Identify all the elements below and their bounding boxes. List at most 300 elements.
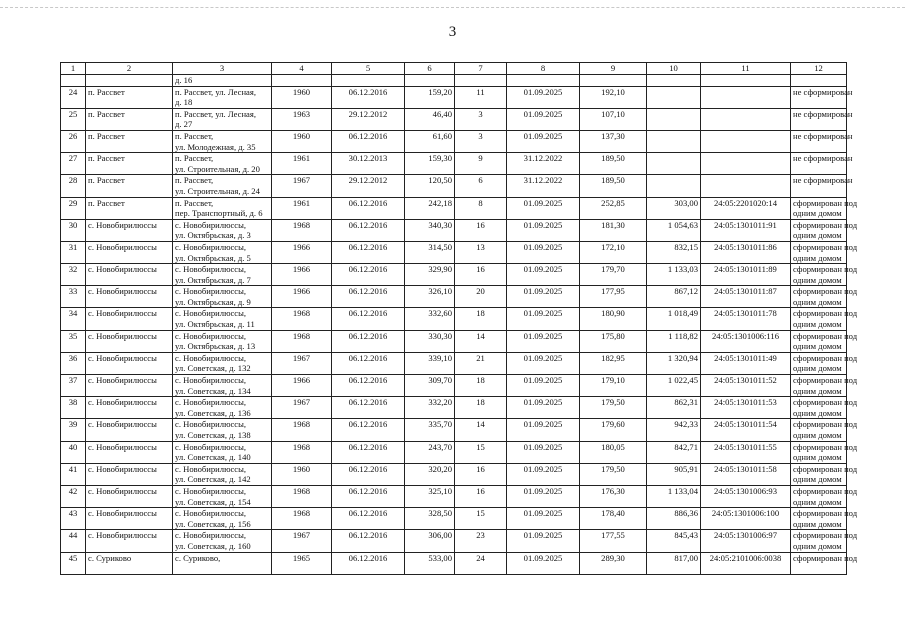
- cost-cell: 175,80: [580, 330, 647, 352]
- area-cell: 329,90: [405, 264, 455, 286]
- residents-cell: 16: [455, 219, 507, 241]
- land-area-cell: 1 320,94: [647, 352, 701, 374]
- residents-cell: 3: [455, 130, 507, 152]
- cadastral-number-cell: 24:05:1301011:53: [701, 397, 791, 419]
- residents-cell: 14: [455, 330, 507, 352]
- cadastral-number-cell: 24:05:1301011:86: [701, 241, 791, 263]
- row-number-cell: 26: [61, 130, 86, 152]
- deadline-cell: 01.09.2025: [507, 197, 580, 219]
- cadastral-number-cell: 24:05:1301011:78: [701, 308, 791, 330]
- cost-cell: 177,55: [580, 530, 647, 552]
- address-cell: с. Новобирилюссы, ул. Советская, д. 154: [173, 485, 272, 507]
- area-cell: [405, 75, 455, 87]
- cadastral-number-cell: 24:05:1301011:89: [701, 264, 791, 286]
- survey-date-cell: 06.12.2016: [332, 197, 405, 219]
- land-status-cell: не сформирован: [791, 175, 847, 197]
- area-cell: 242,18: [405, 197, 455, 219]
- residents-cell: 24: [455, 552, 507, 574]
- year-built-cell: 1966: [272, 241, 332, 263]
- column-number-header-row: [61, 63, 847, 75]
- settlement-cell: п. Рассвет: [86, 86, 173, 108]
- land-status-cell: сформирован под одним домом: [791, 352, 847, 374]
- deadline-cell: 01.09.2025: [507, 130, 580, 152]
- year-built-cell: 1960: [272, 130, 332, 152]
- deadline-cell: 01.09.2025: [507, 419, 580, 441]
- housing-register-table: [60, 62, 858, 575]
- table-row: [61, 86, 847, 108]
- deadline-cell: 01.09.2025: [507, 108, 580, 130]
- address-cell: п. Рассвет, пер. Транспортный, д. 6: [173, 197, 272, 219]
- cadastral-number-cell: 24:05:1301011:52: [701, 375, 791, 397]
- area-cell: 320,20: [405, 463, 455, 485]
- address-cell: с. Суриково,: [173, 552, 272, 574]
- cost-cell: [580, 75, 647, 87]
- land-status-cell: сформирован под одним домом: [791, 419, 847, 441]
- settlement-cell: [86, 75, 173, 87]
- settlement-cell: с. Новобирилюссы: [86, 375, 173, 397]
- row-number-cell: 28: [61, 175, 86, 197]
- settlement-cell: с. Новобирилюссы: [86, 264, 173, 286]
- row-number-cell: 30: [61, 219, 86, 241]
- cadastral-number-cell: [701, 108, 791, 130]
- survey-date-cell: 06.12.2016: [332, 441, 405, 463]
- address-cell: п. Рассвет, ул. Лесная, д. 18: [173, 86, 272, 108]
- land-area-cell: 1 018,49: [647, 308, 701, 330]
- table-row: [61, 308, 847, 330]
- land-status-cell: сформирован под одним домом: [791, 530, 847, 552]
- row-number-cell: 34: [61, 308, 86, 330]
- land-status-cell: сформирован под одним домом: [791, 508, 847, 530]
- survey-date-cell: 06.12.2016: [332, 86, 405, 108]
- address-cell: с. Новобирилюссы, ул. Октябрьская, д. 11: [173, 308, 272, 330]
- cost-cell: 192,10: [580, 86, 647, 108]
- settlement-cell: с. Новобирилюссы: [86, 463, 173, 485]
- table-row: [61, 219, 847, 241]
- table-row: [61, 508, 847, 530]
- year-built-cell: 1963: [272, 108, 332, 130]
- land-area-cell: 862,31: [647, 397, 701, 419]
- residents-cell: 3: [455, 108, 507, 130]
- cost-cell: 176,30: [580, 485, 647, 507]
- land-status-cell: сформирован под одним домом: [791, 308, 847, 330]
- area-cell: 533,00: [405, 552, 455, 574]
- cadastral-number-cell: 24:05:2101006:0038: [701, 552, 791, 574]
- land-status-cell: сформирован под одним домом: [791, 375, 847, 397]
- land-status-cell: не сформирован: [791, 108, 847, 130]
- land-status-cell: сформирован под одним домом: [791, 441, 847, 463]
- settlement-cell: с. Новобирилюссы: [86, 485, 173, 507]
- survey-date-cell: 06.12.2016: [332, 485, 405, 507]
- area-cell: 332,60: [405, 308, 455, 330]
- land-area-cell: 886,36: [647, 508, 701, 530]
- area-cell: 325,10: [405, 485, 455, 507]
- column-header: 9: [580, 63, 647, 75]
- page-number: 3: [448, 24, 457, 40]
- area-cell: 159,30: [405, 153, 455, 175]
- residents-cell: 13: [455, 241, 507, 263]
- area-cell: 330,30: [405, 330, 455, 352]
- column-header: 12: [791, 63, 847, 75]
- land-area-cell: 905,91: [647, 463, 701, 485]
- settlement-cell: с. Новобирилюссы: [86, 286, 173, 308]
- land-status-cell: не сформирован: [791, 86, 847, 108]
- table-row: [61, 397, 847, 419]
- table-row: [61, 75, 847, 87]
- deadline-cell: 01.09.2025: [507, 441, 580, 463]
- cost-cell: 107,10: [580, 108, 647, 130]
- survey-date-cell: 06.12.2016: [332, 264, 405, 286]
- land-status-cell: [791, 75, 847, 87]
- address-cell: с. Новобирилюссы, ул. Советская, д. 134: [173, 375, 272, 397]
- year-built-cell: 1967: [272, 175, 332, 197]
- settlement-cell: п. Рассвет: [86, 197, 173, 219]
- land-status-cell: сформирован под одним домом: [791, 241, 847, 263]
- survey-date-cell: [332, 75, 405, 87]
- land-status-cell: сформирован под одним домом: [791, 219, 847, 241]
- cost-cell: 179,50: [580, 397, 647, 419]
- year-built-cell: 1966: [272, 286, 332, 308]
- row-number-cell: 45: [61, 552, 86, 574]
- residents-cell: 16: [455, 485, 507, 507]
- deadline-cell: 01.09.2025: [507, 86, 580, 108]
- survey-date-cell: 29.12.2012: [332, 108, 405, 130]
- survey-date-cell: 06.12.2016: [332, 375, 405, 397]
- land-area-cell: 1 022,45: [647, 375, 701, 397]
- area-cell: 61,60: [405, 130, 455, 152]
- settlement-cell: с. Новобирилюссы: [86, 330, 173, 352]
- cost-cell: 137,30: [580, 130, 647, 152]
- address-cell: п. Рассвет, ул. Молодежная, д. 35: [173, 130, 272, 152]
- year-built-cell: 1967: [272, 397, 332, 419]
- address-cell: с. Новобирилюссы, ул. Советская, д. 132: [173, 352, 272, 374]
- area-cell: 243,70: [405, 441, 455, 463]
- land-status-cell: сформирован под одним домом: [791, 264, 847, 286]
- land-area-cell: 303,00: [647, 197, 701, 219]
- survey-date-cell: 06.12.2016: [332, 286, 405, 308]
- residents-cell: 16: [455, 264, 507, 286]
- year-built-cell: 1960: [272, 86, 332, 108]
- residents-cell: 18: [455, 308, 507, 330]
- land-area-cell: [647, 130, 701, 152]
- residents-cell: 15: [455, 508, 507, 530]
- settlement-cell: с. Новобирилюссы: [86, 308, 173, 330]
- area-cell: 335,70: [405, 419, 455, 441]
- column-header: 6: [405, 63, 455, 75]
- address-cell: п. Рассвет, ул. Строительная, д. 20: [173, 153, 272, 175]
- cost-cell: 182,95: [580, 352, 647, 374]
- table-row: [61, 485, 847, 507]
- deadline-cell: 01.09.2025: [507, 330, 580, 352]
- deadline-cell: 01.09.2025: [507, 219, 580, 241]
- residents-cell: 23: [455, 530, 507, 552]
- area-cell: 332,20: [405, 397, 455, 419]
- deadline-cell: 01.09.2025: [507, 286, 580, 308]
- survey-date-cell: 06.12.2016: [332, 530, 405, 552]
- row-number-cell: 35: [61, 330, 86, 352]
- survey-date-cell: 06.12.2016: [332, 308, 405, 330]
- land-status-cell: сформирован под одним домом: [791, 286, 847, 308]
- deadline-cell: [507, 75, 580, 87]
- settlement-cell: с. Новобирилюссы: [86, 530, 173, 552]
- cost-cell: 172,10: [580, 241, 647, 263]
- column-header: 8: [507, 63, 580, 75]
- settlement-cell: п. Рассвет: [86, 130, 173, 152]
- cadastral-number-cell: [701, 130, 791, 152]
- residents-cell: 8: [455, 197, 507, 219]
- area-cell: 314,50: [405, 241, 455, 263]
- year-built-cell: 1967: [272, 352, 332, 374]
- settlement-cell: с. Новобирилюссы: [86, 441, 173, 463]
- cost-cell: 180,90: [580, 308, 647, 330]
- survey-date-cell: 06.12.2016: [332, 508, 405, 530]
- settlement-cell: с. Новобирилюссы: [86, 241, 173, 263]
- land-area-cell: 842,71: [647, 441, 701, 463]
- row-number-cell: 32: [61, 264, 86, 286]
- table-row: [61, 330, 847, 352]
- deadline-cell: 01.09.2025: [507, 264, 580, 286]
- residents-cell: 15: [455, 441, 507, 463]
- deadline-cell: 01.09.2025: [507, 308, 580, 330]
- row-number-cell: 33: [61, 286, 86, 308]
- year-built-cell: 1968: [272, 441, 332, 463]
- deadline-cell: 01.09.2025: [507, 552, 580, 574]
- deadline-cell: 31.12.2022: [507, 153, 580, 175]
- address-cell: с. Новобирилюссы, ул. Советская, д. 156: [173, 508, 272, 530]
- row-number-cell: 38: [61, 397, 86, 419]
- row-number-cell: 36: [61, 352, 86, 374]
- residents-cell: 18: [455, 397, 507, 419]
- deadline-cell: 01.09.2025: [507, 508, 580, 530]
- column-header: 1: [61, 63, 86, 75]
- land-area-cell: 1 118,82: [647, 330, 701, 352]
- residents-cell: 21: [455, 352, 507, 374]
- residents-cell: [455, 75, 507, 87]
- table-row: [61, 175, 847, 197]
- residents-cell: 20: [455, 286, 507, 308]
- area-cell: 306,00: [405, 530, 455, 552]
- area-cell: 309,70: [405, 375, 455, 397]
- year-built-cell: 1966: [272, 264, 332, 286]
- year-built-cell: 1967: [272, 530, 332, 552]
- row-number-cell: 43: [61, 508, 86, 530]
- address-cell: с. Новобирилюссы, ул. Октябрьская, д. 9: [173, 286, 272, 308]
- address-cell: с. Новобирилюссы, ул. Октябрьская, д. 3: [173, 219, 272, 241]
- survey-date-cell: 30.12.2013: [332, 153, 405, 175]
- row-number-cell: [61, 75, 86, 87]
- area-cell: 46,40: [405, 108, 455, 130]
- table-row: [61, 419, 847, 441]
- year-built-cell: 1968: [272, 330, 332, 352]
- cost-cell: 189,50: [580, 175, 647, 197]
- table-row: [61, 441, 847, 463]
- table-row: [61, 352, 847, 374]
- settlement-cell: с. Суриково: [86, 552, 173, 574]
- cost-cell: 252,85: [580, 197, 647, 219]
- column-header: 2: [86, 63, 173, 75]
- land-status-cell: сформирован под: [791, 552, 847, 574]
- cadastral-number-cell: 24:05:1301006:116: [701, 330, 791, 352]
- land-status-cell: сформирован под одним домом: [791, 397, 847, 419]
- residents-cell: 16: [455, 463, 507, 485]
- row-number-cell: 37: [61, 375, 86, 397]
- cost-cell: 179,70: [580, 264, 647, 286]
- cost-cell: 189,50: [580, 153, 647, 175]
- residents-cell: 9: [455, 153, 507, 175]
- cadastral-number-cell: [701, 75, 791, 87]
- table-row: [61, 264, 847, 286]
- survey-date-cell: 06.12.2016: [332, 352, 405, 374]
- table-row: [61, 463, 847, 485]
- land-status-cell: сформирован под одним домом: [791, 197, 847, 219]
- column-header: 10: [647, 63, 701, 75]
- cadastral-number-cell: 24:05:1301011:87: [701, 286, 791, 308]
- deadline-cell: 01.09.2025: [507, 530, 580, 552]
- address-cell: с. Новобирилюссы, ул. Советская, д. 138: [173, 419, 272, 441]
- table-row: [61, 375, 847, 397]
- land-area-cell: 942,33: [647, 419, 701, 441]
- survey-date-cell: 06.12.2016: [332, 330, 405, 352]
- year-built-cell: 1968: [272, 419, 332, 441]
- column-header: 11: [701, 63, 791, 75]
- survey-date-cell: 06.12.2016: [332, 241, 405, 263]
- year-built-cell: 1968: [272, 219, 332, 241]
- cadastral-number-cell: 24:05:2201020:14: [701, 197, 791, 219]
- land-status-cell: сформирован под одним домом: [791, 485, 847, 507]
- cadastral-number-cell: 24:05:1301006:97: [701, 530, 791, 552]
- scan-top-border: [0, 7, 905, 8]
- year-built-cell: 1966: [272, 375, 332, 397]
- year-built-cell: 1965: [272, 552, 332, 574]
- cost-cell: 179,50: [580, 463, 647, 485]
- deadline-cell: 01.09.2025: [507, 463, 580, 485]
- address-cell: с. Новобирилюссы, ул. Советская, д. 140: [173, 441, 272, 463]
- year-built-cell: 1968: [272, 485, 332, 507]
- address-cell: с. Новобирилюссы, ул. Октябрьская, д. 7: [173, 264, 272, 286]
- table-row: [61, 153, 847, 175]
- cadastral-number-cell: 24:05:1301006:93: [701, 485, 791, 507]
- settlement-cell: с. Новобирилюссы: [86, 508, 173, 530]
- cadastral-number-cell: 24:05:1301006:100: [701, 508, 791, 530]
- year-built-cell: 1968: [272, 508, 332, 530]
- table-row: [61, 108, 847, 130]
- residents-cell: 18: [455, 375, 507, 397]
- land-area-cell: [647, 75, 701, 87]
- survey-date-cell: 06.12.2016: [332, 419, 405, 441]
- land-area-cell: 1 133,04: [647, 485, 701, 507]
- survey-date-cell: 06.12.2016: [332, 219, 405, 241]
- cadastral-number-cell: [701, 153, 791, 175]
- year-built-cell: 1961: [272, 153, 332, 175]
- row-number-cell: 44: [61, 530, 86, 552]
- survey-date-cell: 06.12.2016: [332, 463, 405, 485]
- cadastral-number-cell: 24:05:1301011:91: [701, 219, 791, 241]
- residents-cell: 6: [455, 175, 507, 197]
- survey-date-cell: 06.12.2016: [332, 397, 405, 419]
- year-built-cell: 1968: [272, 308, 332, 330]
- cost-cell: 289,30: [580, 552, 647, 574]
- deadline-cell: 01.09.2025: [507, 352, 580, 374]
- survey-date-cell: 06.12.2016: [332, 130, 405, 152]
- column-header: 3: [173, 63, 272, 75]
- land-area-cell: [647, 153, 701, 175]
- address-cell: с. Новобирилюссы, ул. Советская, д. 142: [173, 463, 272, 485]
- land-status-cell: не сформирован: [791, 130, 847, 152]
- year-built-cell: 1961: [272, 197, 332, 219]
- residents-cell: 11: [455, 86, 507, 108]
- cost-cell: 180,05: [580, 441, 647, 463]
- row-number-cell: 31: [61, 241, 86, 263]
- area-cell: 340,30: [405, 219, 455, 241]
- deadline-cell: 01.09.2025: [507, 241, 580, 263]
- land-area-cell: 832,15: [647, 241, 701, 263]
- cost-cell: 179,60: [580, 419, 647, 441]
- table-row: [61, 241, 847, 263]
- settlement-cell: с. Новобирилюссы: [86, 419, 173, 441]
- address-cell: с. Новобирилюссы, ул. Октябрьская, д. 5: [173, 241, 272, 263]
- table-row: [61, 552, 847, 574]
- settlement-cell: п. Рассвет: [86, 108, 173, 130]
- address-cell: с. Новобирилюссы, ул. Советская, д. 160: [173, 530, 272, 552]
- cadastral-number-cell: [701, 175, 791, 197]
- residents-cell: 14: [455, 419, 507, 441]
- area-cell: 339,10: [405, 352, 455, 374]
- table-row: [61, 530, 847, 552]
- cost-cell: 179,10: [580, 375, 647, 397]
- address-cell: п. Рассвет, ул. Строительная, д. 24: [173, 175, 272, 197]
- row-number-cell: 40: [61, 441, 86, 463]
- land-area-cell: [647, 175, 701, 197]
- row-number-cell: 41: [61, 463, 86, 485]
- area-cell: 159,20: [405, 86, 455, 108]
- cost-cell: 177,95: [580, 286, 647, 308]
- land-area-cell: 817,00: [647, 552, 701, 574]
- deadline-cell: 01.09.2025: [507, 397, 580, 419]
- address-cell: с. Новобирилюссы, ул. Октябрьская, д. 13: [173, 330, 272, 352]
- land-area-cell: [647, 108, 701, 130]
- land-area-cell: 867,12: [647, 286, 701, 308]
- land-status-cell: не сформирован: [791, 153, 847, 175]
- column-header: 4: [272, 63, 332, 75]
- settlement-cell: п. Рассвет: [86, 153, 173, 175]
- cost-cell: 181,30: [580, 219, 647, 241]
- table-row: [61, 286, 847, 308]
- land-status-cell: сформирован под одним домом: [791, 463, 847, 485]
- row-number-cell: 24: [61, 86, 86, 108]
- survey-date-cell: 06.12.2016: [332, 552, 405, 574]
- settlement-cell: с. Новобирилюссы: [86, 397, 173, 419]
- table-row: [61, 130, 847, 152]
- settlement-cell: п. Рассвет: [86, 175, 173, 197]
- cadastral-number-cell: 24:05:1301011:49: [701, 352, 791, 374]
- land-area-cell: 1 054,63: [647, 219, 701, 241]
- row-number-cell: 25: [61, 108, 86, 130]
- cadastral-number-cell: 24:05:1301011:55: [701, 441, 791, 463]
- table-row: [61, 197, 847, 219]
- area-cell: 326,10: [405, 286, 455, 308]
- address-cell: с. Новобирилюссы, ул. Советская, д. 136: [173, 397, 272, 419]
- deadline-cell: 31.12.2022: [507, 175, 580, 197]
- cadastral-number-cell: 24:05:1301011:54: [701, 419, 791, 441]
- land-status-cell: сформирован под одним домом: [791, 330, 847, 352]
- row-number-cell: 39: [61, 419, 86, 441]
- area-cell: 328,50: [405, 508, 455, 530]
- deadline-cell: 01.09.2025: [507, 485, 580, 507]
- column-header: 5: [332, 63, 405, 75]
- area-cell: 120,50: [405, 175, 455, 197]
- year-built-cell: 1960: [272, 463, 332, 485]
- address-cell: п. Рассвет, ул. Лесная, д. 27: [173, 108, 272, 130]
- row-number-cell: 29: [61, 197, 86, 219]
